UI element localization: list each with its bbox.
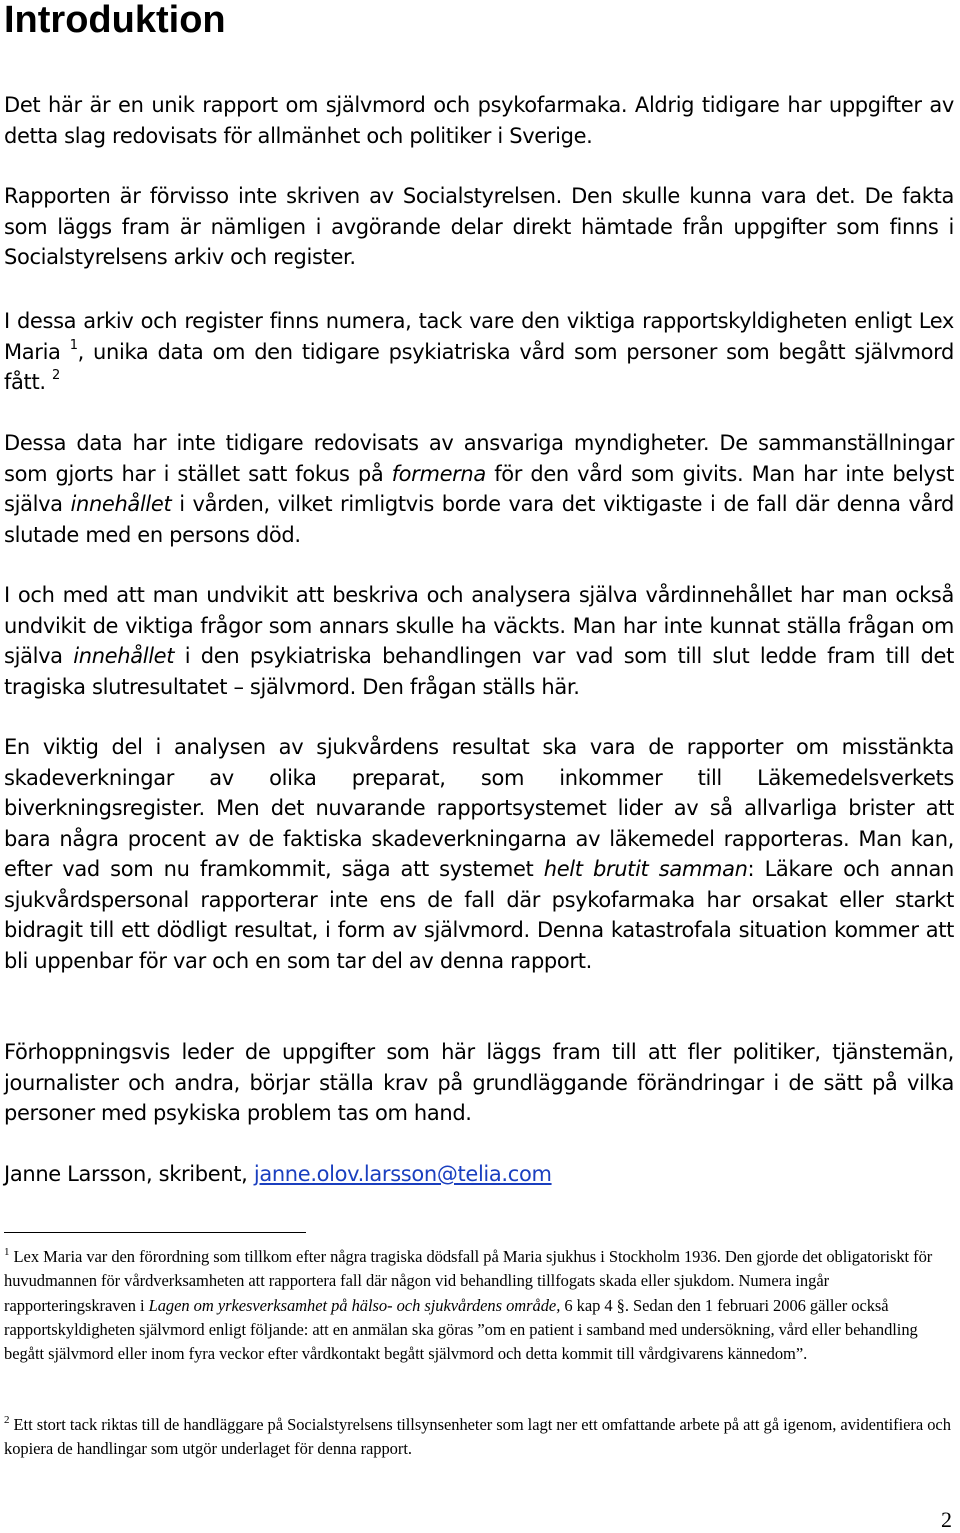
signature	[4, 1159, 954, 1190]
text-segment: I dessa arkiv och register finns numera, tack vare den viktiga rapportskyldigheten enligt Lex Maria	[4, 309, 954, 364]
text-segment: Dessa data har inte tidigare redovisats av ansvariga myndigheter. De sammanställningar som gjorts har i stället satt fokus på	[4, 431, 954, 486]
footnote-2	[4, 1413, 954, 1462]
text-segment: i vården, vilket rimligtvis borde vara det viktigaste i de fall där denna vård slutade med en persons död.	[4, 492, 954, 547]
paragraph-biverkningar	[4, 732, 954, 976]
emphasis: Lagen om yrkesverksamhet på hälso- och sjukvårdens område,	[148, 1295, 561, 1315]
signature-text: Janne Larsson, skribent,	[4, 1162, 254, 1186]
paragraph-vardinnehall	[4, 580, 954, 702]
page-number: 2	[941, 1507, 952, 1532]
paragraph-data	[4, 428, 954, 550]
footnote-divider	[4, 1232, 306, 1233]
text-segment: i den psykiatriska behandlingen var vad som till slut ledde fram till det tragiska slutresultatet – självmord. Den frågan ställs här.	[4, 644, 954, 699]
text-segment: : Läkare och annan sjukvårdspersonal rapporterar inte ens de fall där psykofarmaka har orsakat eller starkt bidragit till ett dödligt resultat, i form av självmord. Denna katastrofala situation kommer att bli uppenbar för var och en som tar del av denna rapport.	[4, 857, 954, 973]
text-segment: , unika data om den tidigare psykiatriska vård som personer som begått självmord fått.	[4, 339, 955, 394]
emphasis: formerna	[391, 461, 486, 486]
paragraph-forhoppning: Förhoppningsvis leder de uppgifter som här läggs fram till att fler politiker, tjänstemän, journalister och andra, börjar ställa krav på grundläggande förändringar i de sätt på vilka personer med psykiska problem tas om hand.	[4, 1040, 954, 1125]
footnote-text: Ett stort tack riktas till de handläggare på Socialstyrelsens tillsynsenheter som lagt ner ett omfattande arbete på att gå igenom, avidentifiera och kopiera de handlingar som utgör underlaget för denna rapport.	[4, 1415, 951, 1459]
footnote-number: 2	[4, 1414, 10, 1426]
text-segment: för den vård som givits. Man har inte belyst själva	[4, 461, 954, 516]
emphasis: innehållet	[70, 492, 172, 516]
footnote-ref-1[interactable]: 1	[69, 337, 78, 353]
page-title: Introduktion	[4, 0, 226, 41]
paragraph-intro: Det här är en unik rapport om självmord och psykofarmaka. Aldrig tidigare har uppgifter av detta slag redovisats för allmänhet och politiker i Sverige.	[4, 93, 954, 148]
email-link[interactable]: janne.olov.larsson@telia.com	[253, 1162, 552, 1186]
emphasis: innehållet	[73, 644, 175, 668]
footnote-text: 6 kap 4 §. Sedan den 1 februari 2006 gäller också rapportskyldigheten självmord enligt följande: att en anmälan ska göras ”om en patient i samband med undersökning, vård eller behandling begått självmord eller inom fyra veckor efter vårdkontakt begått självmord och detta kommit till vårdgivarens kännedom”.	[4, 1295, 918, 1364]
paragraph-socialstyrelsen: Rapporten är förvisso inte skriven av Socialstyrelsen. Den skulle kunna vara det. De fakta som läggs fram är nämligen i avgörande delar direkt hämtade från uppgifter som finns i Socialstyrelsens arkiv och register.	[4, 184, 954, 269]
footnote-ref-2[interactable]: 2	[51, 368, 60, 383]
text-segment: En viktig del i analysen av sjukvårdens resultat ska vara de rapporter om misstänkta skadeverkningar av olika preparat, som inkommer till Läkemedelsverkets biverkningsregister. Men det nuvarande rapportsystemet lider av så allvarliga brister att bara några procent av de faktiska skadeverkningarna av läkemedel rapporteras. Man kan, efter vad som nu framkommit, säga att systemet	[4, 735, 954, 881]
text-segment: I och med att man undvikit att beskriva och analysera själva vårdinnehållet har man också undvikit de viktiga frågor som annars skulle ha väckts. Man har inte kunnat ställa frågan om själva	[4, 583, 954, 668]
paragraph-lex-maria	[4, 306, 954, 398]
footnote-text: Lex Maria var den förordning som tillkom efter några tragiska dödsfall på Maria sjukhus i Stockholm 1936. Den gjorde det obligatoriskt för huvudmannen för vårdverksamheten att rapportera fall där någon vid behandling tillfogats skada eller sjukdom. Numera ingår rapporteringskraven i	[4, 1247, 933, 1315]
footnote-1	[4, 1245, 954, 1366]
emphasis: helt brutit samman	[543, 857, 748, 881]
footnote-number: 1	[4, 1246, 10, 1258]
